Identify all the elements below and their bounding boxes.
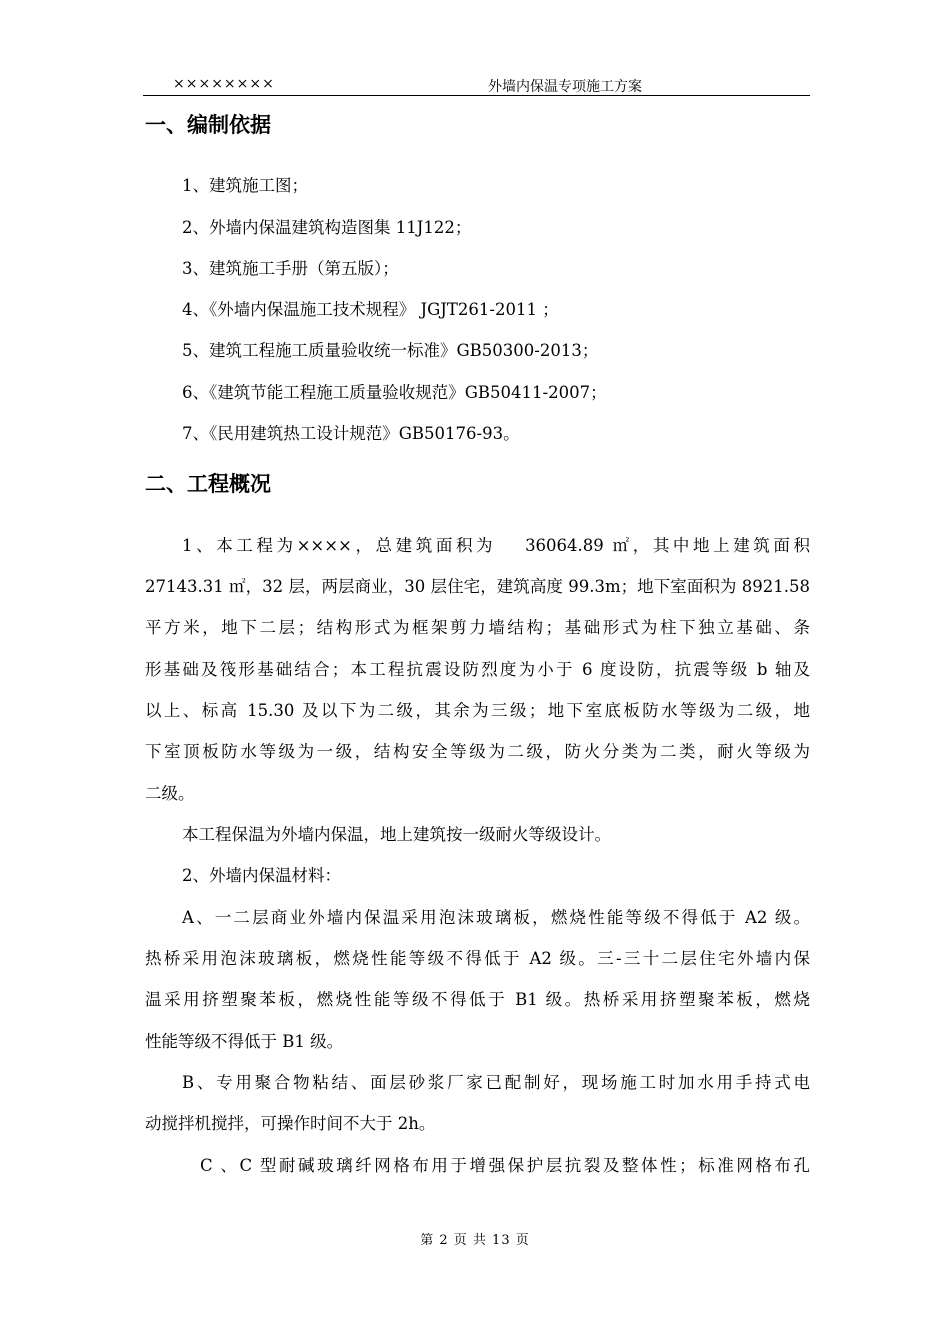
overview-text-line: C 、C 型耐碱玻璃纤网格布用于增强保护层抗裂及整体性；标准网格布孔 bbox=[200, 1156, 810, 1175]
overview-text-line: A、一二层商业外墙内保温采用泡沫玻璃板，燃烧性能等级不得低于 A2 级。 bbox=[182, 908, 810, 927]
overview-text-line: 下室顶板防水等级为一级，结构安全等级为二级，防火分类为二类，耐火等级为 bbox=[145, 742, 810, 761]
header-company: ×××××××× bbox=[173, 76, 275, 92]
basis-item: 1、建筑施工图； bbox=[182, 176, 308, 195]
page-header bbox=[143, 70, 810, 96]
overview-text-line: 2、外墙内保温材料： bbox=[182, 866, 341, 885]
overview-text-line: 形基础及筏形基础结合；本工程抗震设防烈度为小于 6 度设防，抗震等级 b 轴及 bbox=[145, 660, 810, 679]
basis-item: 2、外墙内保温建筑构造图集 11J122； bbox=[182, 218, 472, 237]
overview-text-line: 热桥采用泡沫玻璃板，燃烧性能等级不得低于 A2 级。三-三十二层住宅外墙内保 bbox=[145, 949, 810, 968]
overview-text-line: 平方米，地下二层；结构形式为框架剪力墙结构；基础形式为柱下独立基础、条 bbox=[145, 618, 810, 637]
overview-text-line: B、专用聚合物粘结、面层砂浆厂家已配制好，现场施工时加水用手持式电 bbox=[182, 1073, 810, 1092]
overview-text-line: 1、本工程为××××，总建筑面积为 36064.89 ㎡，其中地上建筑面积 bbox=[182, 536, 810, 555]
overview-text-line: 二级。 bbox=[145, 784, 195, 803]
overview-text-line: 以上、标高 15.30 及以下为二级，其余为三级；地下室底板防水等级为二级，地 bbox=[145, 701, 810, 720]
overview-text-line: 性能等级不得低于 B1 级。 bbox=[145, 1032, 344, 1051]
basis-item: 6、《建筑节能工程施工质量验收规范》GB50411-2007； bbox=[182, 383, 607, 402]
section-heading-basis: 一、编制依据 bbox=[145, 113, 271, 137]
basis-item: 3、建筑施工手册（第五版）； bbox=[182, 259, 399, 278]
overview-text-line: 温采用挤塑聚苯板，燃烧性能等级不得低于 B1 级。热桥采用挤塑聚苯板，燃烧 bbox=[145, 990, 810, 1009]
overview-text-line: 动搅拌机搅拌，可操作时间不大于 2h。 bbox=[145, 1114, 436, 1133]
page-number: 第 2 页 共 13 页 bbox=[420, 1233, 530, 1248]
overview-text-line: 27143.31 ㎡，32 层，两层商业，30 层住宅，建筑高度 99.3m；地下室面积为 8921.58 bbox=[145, 577, 810, 596]
basis-item: 7、《民用建筑热工设计规范》GB50176-93。 bbox=[182, 424, 520, 443]
section-heading-overview: 二、工程概况 bbox=[145, 472, 271, 496]
overview-text-line: 本工程保温为外墙内保温，地上建筑按一级耐火等级设计。 bbox=[182, 825, 611, 844]
basis-item: 5、建筑工程施工质量验收统一标准》GB50300-2013； bbox=[182, 341, 599, 360]
basis-item: 4、《外墙内保温施工技术规程》 JGJT261-2011 ； bbox=[182, 300, 559, 319]
header-document-title: 外墙内保温专项施工方案 bbox=[488, 79, 642, 95]
